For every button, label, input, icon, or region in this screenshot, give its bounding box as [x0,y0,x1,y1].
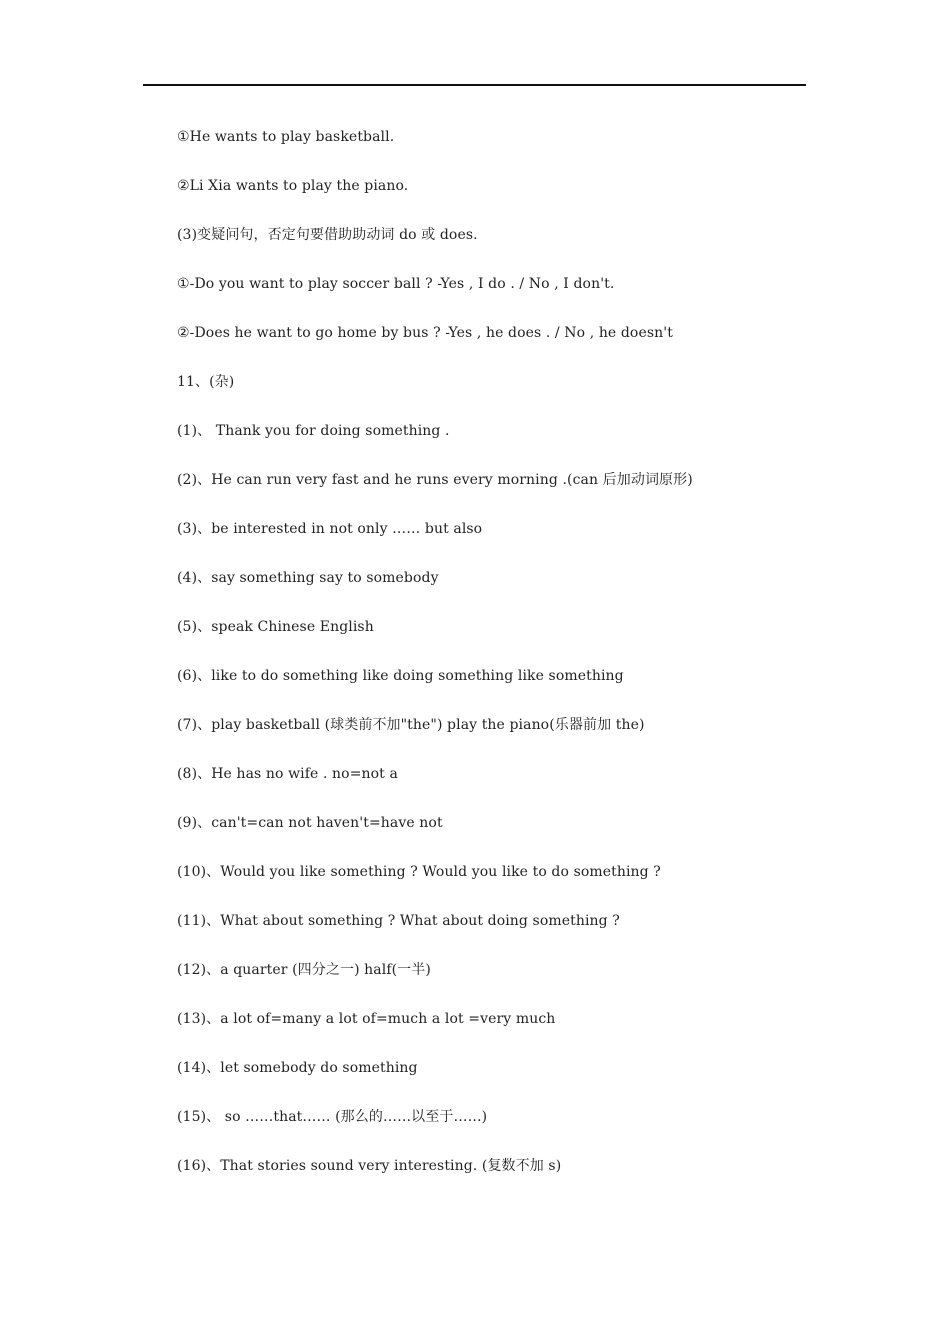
text-line: (1)、 Thank you for doing something . [177,423,450,439]
text-line: (7)、play basketball (球类前不加"the") play the piano(乐器前加 the) [177,717,645,733]
text-line: (13)、a lot of=many a lot of=much a lot =very much [177,1011,556,1027]
document-body [177,124,817,1202]
text-line: ①He wants to play basketball. [177,129,395,145]
text-line: (11)、What about something ? What about doing something ? [177,913,620,929]
text-line: (10)、Would you like something ? Would you like to do something ? [177,864,661,880]
header-rule [143,84,806,86]
text-line: (3)变疑问句，否定句要借助助动词 do 或 does. [177,227,478,243]
text-line: (2)、He can run very fast and he runs every morning .(can 后加动词原形) [177,472,693,488]
text-line: ②-Does he want to go home by bus ? -Yes , he does . / No , he doesn't [177,325,673,341]
text-line: (14)、let somebody do something [177,1060,418,1076]
section-heading: 11、(杂) [177,374,235,390]
text-line: (6)、like to do something like doing something like something [177,668,624,684]
text-line: (5)、speak Chinese English [177,619,374,635]
text-line: ②Li Xia wants to play the piano. [177,178,409,194]
text-line: (12)、a quarter (四分之一) half(一半) [177,962,431,978]
text-line: (9)、can't=can not haven't=have not [177,815,443,831]
text-line: (3)、be interested in not only …… but also [177,521,483,537]
text-line: (15)、 so ……that…… (那么的……以至于……) [177,1109,488,1125]
text-line: (16)、That stories sound very interesting. (复数不加 s) [177,1158,562,1174]
text-line: ①-Do you want to play soccer ball ? -Yes , I do . / No , I don't. [177,276,615,292]
text-line: (8)、He has no wife . no=not a [177,766,398,782]
text-line: (4)、say something say to somebody [177,570,439,586]
